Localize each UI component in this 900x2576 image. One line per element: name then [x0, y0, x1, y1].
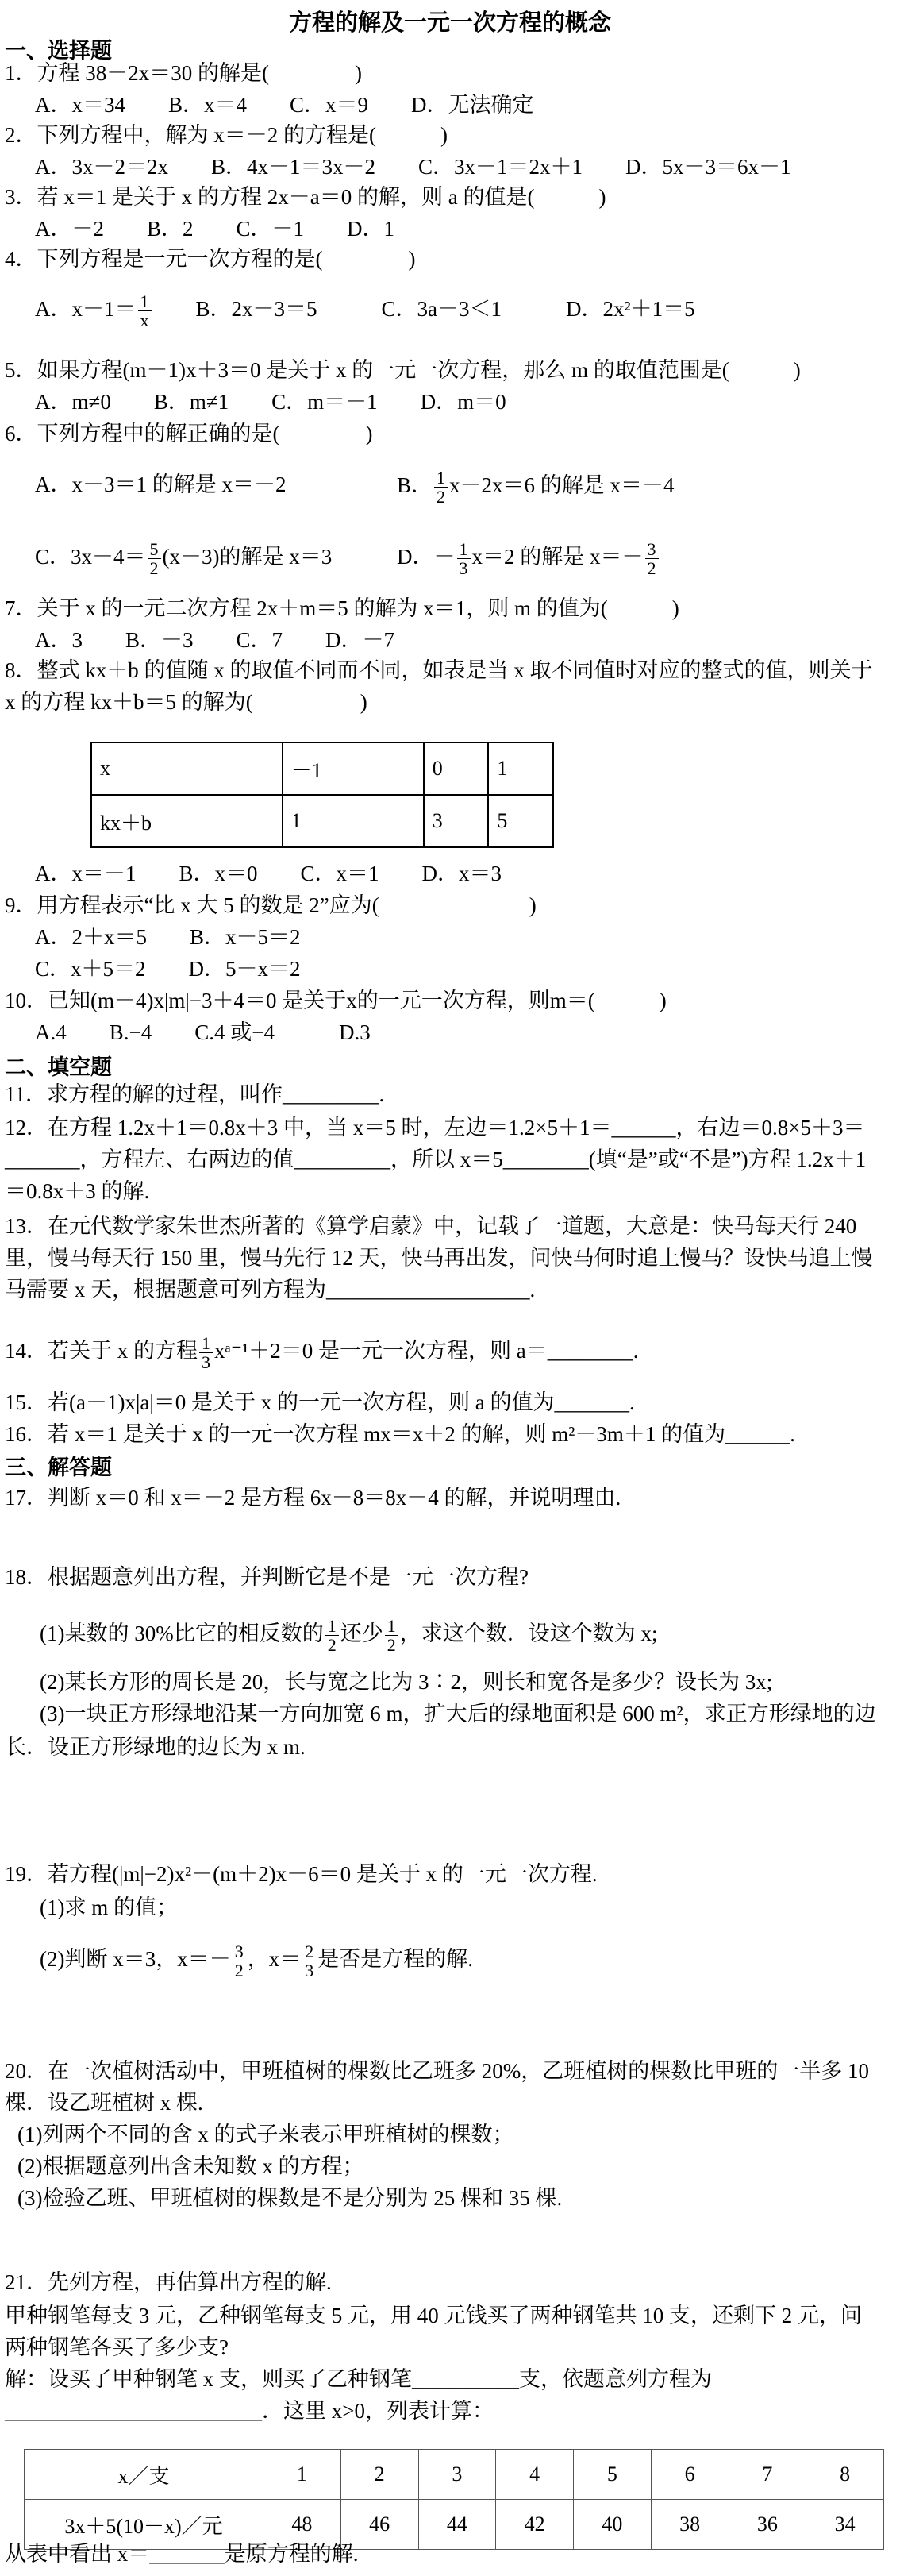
q4-options-rest: B．2x－3＝5 C．3a－3＜1 D．2x²＋1＝5	[195, 296, 695, 321]
q10-options: A.4 B.−4 C.4 或−4 D.3	[35, 1020, 371, 1044]
q18: 18．根据题意列出方程，并判断它是不是一元一次方程?	[5, 1565, 529, 1589]
table-cell: 7	[729, 2450, 806, 2500]
q9: 9．用方程表示“比 x 大 5 的数是 2”应为( )	[5, 893, 537, 917]
q19-part1: (1)求 m 的值；	[40, 1895, 178, 1919]
q21: 21．先列方程，再估算出方程的解.	[5, 2270, 332, 2294]
section-choice: 一、选择题	[5, 39, 112, 63]
q12-line2: _______，方程左、右两边的值_________，所以 x＝5________(填“是”或“不是”)方程 1.2x＋1	[5, 1147, 867, 1171]
section-fill: 二、填空题	[5, 1055, 112, 1079]
q21-line2: 两种钢笔各买了多少支?	[5, 2335, 229, 2359]
table-cell: 38	[651, 2500, 729, 2550]
q21-conclusion: 从表中看出 x＝_______是原方程的解.	[5, 2542, 359, 2566]
q21-line3: 解：设买了甲种钢笔 x 支，则买了乙种钢笔__________支，依题意列方程为	[5, 2367, 712, 2391]
table-cell: 48	[263, 2500, 341, 2550]
table-cell: 3x＋5(10－x)／元	[25, 2500, 263, 2550]
q6-option-d: D．－ $\frac{1}{3}$ x＝2 的解是 x＝－ $\frac{3}{2}$	[397, 540, 660, 577]
q6-option-b: B． $\frac{1}{2}$ x－2x＝6 的解是 x＝－4	[397, 468, 675, 507]
q6: 6．下列方程中的解正确的是( )	[5, 422, 373, 445]
q18-part3-line1: (3)一块正方形绿地沿某一方向加宽 6 m，扩大后的绿地面积是 600 m²，求正方形绿地的边	[40, 1702, 876, 1726]
table-cell: 34	[806, 2500, 884, 2550]
table-cell: 1	[283, 795, 424, 847]
q21-table	[24, 2449, 884, 2550]
table-row	[91, 795, 553, 847]
q12-line1: 12．在方程 1.2x＋1＝0.8x＋3 中，当 x＝5 时，左边＝1.2×5＋1＝______，右边＝0.8×5＋3＝	[5, 1116, 865, 1140]
table-cell: 3	[418, 2450, 496, 2500]
table-cell: kx＋b	[91, 795, 283, 847]
q14: 14．若关于 x 的方程 $\frac{1}{3}$ xᵃ⁻¹＋2＝0 是一元一次方程，则 a＝________.	[5, 1333, 639, 1373]
q3-options: A．－2 B．2 C．－1 D．1	[35, 217, 395, 241]
q6-option-a: A．x－3＝1 的解是 x＝－2	[35, 472, 287, 496]
q13-line3: 马需要 x 天，根据题意可列方程为___________________.	[5, 1278, 536, 1301]
table-cell: 36	[729, 2500, 806, 2550]
q12-line3: ＝0.8x＋3 的解.	[5, 1179, 150, 1203]
q5: 5．如果方程(m－1)x＋3＝0 是关于 x 的一元一次方程，那么 m 的取值范围是( )	[5, 358, 801, 382]
q16: 16．若 x＝1 是关于 x 的一元一次方程 mx＝x＋2 的解，则 m²－3m＋1 的值为______.	[5, 1422, 795, 1446]
table-cell: 40	[574, 2500, 652, 2550]
q10: 10．已知(m－4)x|m|−3＋4＝0 是关于x的一元一次方程，则m＝( )	[5, 989, 667, 1012]
q15: 15．若(a－1)x|a|＝0 是关于 x 的一元一次方程，则 a 的值为_______.	[5, 1390, 635, 1414]
table-cell: 5	[574, 2450, 652, 2500]
q20-part3: (3)检验乙班、甲班植树的棵数是不是分别为 25 棵和 35 棵.	[17, 2186, 563, 2210]
table-cell: 42	[496, 2500, 574, 2550]
q20-line1: 20．在一次植树活动中，甲班植树的棵数比乙班多 20%，乙班植树的棵数比甲班的一半多 10	[5, 2059, 869, 2083]
q20-part1: (1)列两个不同的含 x 的式子来表示甲班植树的棵数；	[17, 2123, 514, 2146]
table-cell: －1	[283, 742, 424, 795]
q13-line1: 13．在元代数学家朱世杰所著的《算学启蒙》中，记载了一道题，大意是：快马每天行 240	[5, 1214, 857, 1238]
table-cell: x	[91, 742, 283, 795]
q8-options: A．x＝－1 B．x＝0 C．x＝1 D．x＝3	[35, 862, 502, 885]
q18-part3-line2: 长．设正方形绿地的边长为 x m.	[5, 1735, 306, 1759]
q13-line2: 里，慢马每天行 150 里，慢马先行 12 天，快马再出发，问快马何时追上慢马？设快马追上慢	[5, 1246, 873, 1270]
q17: 17．判断 x＝0 和 x＝－2 是方程 6x－8＝8x－4 的解，并说明理由.	[5, 1486, 621, 1510]
table-cell: 6	[651, 2450, 729, 2500]
table-cell: 44	[418, 2500, 496, 2550]
table-cell: 2	[340, 2450, 418, 2500]
table-cell: x／支	[25, 2450, 263, 2500]
q8-table	[90, 742, 554, 848]
table-row	[25, 2450, 884, 2500]
q4-option-a: A．x－1＝	[35, 296, 137, 321]
q6-option-c: C．3x－4＝ $\frac{5}{2}$ (x－3)的解是 x＝3	[35, 539, 333, 579]
q7: 7．关于 x 的一元二次方程 2x＋m＝5 的解为 x＝1，则 m 的值为( )	[5, 596, 679, 620]
table-cell: 0	[424, 742, 489, 795]
q20-part2: (2)根据题意列出含未知数 x 的方程；	[17, 2154, 364, 2178]
q19: 19．若方程(|m|−2)x²－(m＋2)x－6＝0 是关于 x 的一元一次方程.	[5, 1862, 598, 1886]
table-cell: 5	[488, 795, 553, 847]
q3: 3．若 x＝1 是关于 x 的方程 2x－a＝0 的解，则 a 的值是( )	[5, 185, 606, 209]
table-cell: 3	[424, 795, 489, 847]
table-cell: 1	[263, 2450, 341, 2500]
q9-options-1: A．2＋x＝5 B．x－5＝2	[35, 925, 301, 949]
table-cell: 4	[496, 2450, 574, 2500]
q4: 4．下列方程是一元一次方程的是( )	[5, 247, 416, 271]
q18-part2: (2)某长方形的周长是 20，长与宽之比为 3∶2，则长和宽各是多少？设长为 3x;	[40, 1670, 773, 1694]
q2: 2．下列方程中，解为 x＝－2 的方程是( )	[5, 123, 448, 147]
q20-line2: 棵．设乙班植树 x 棵.	[5, 2091, 203, 2115]
table-cell: 8	[806, 2450, 884, 2500]
q21-line4: ________________________．这里 x>0，列表计算：	[5, 2399, 494, 2423]
q19-part2: (2)判断 x＝3，x＝－ $\frac{3}{2}$ ，x＝ $\frac{2}{3}$ 是否是方程的解.	[40, 1942, 473, 1981]
q8-line2: x 的方程 kx＋b＝5 的解为( )	[5, 690, 367, 714]
q8-line1: 8．整式 kx＋b 的值随 x 的取值不同而不同，如表是当 x 取不同值时对应的整式的值，则关于	[5, 658, 873, 682]
q11: 11．求方程的解的过程，叫作_________.	[5, 1082, 385, 1106]
fraction: $\frac{1}{x}$	[138, 292, 152, 330]
q2-options: A．3x－2＝2x B．4x－1＝3x－2 C．3x－1＝2x＋1 D．5x－3＝6x－1	[35, 155, 791, 179]
q21-line1: 甲种钢笔每支 3 元，乙种钢笔每支 5 元，用 40 元钱买了两种钢笔共 10 支，还剩下 2 元，问	[5, 2304, 862, 2327]
q18-part1: (1)某数的 30%比它的相反数的 $\frac{1}{2}$ 还少 $\frac{1}{2}$ ，求这个数．设这个数为 x;	[40, 1616, 658, 1656]
table-row	[91, 742, 553, 795]
q4-options	[35, 292, 695, 330]
q1: 1．方程 38－2x＝30 的解是( )	[5, 61, 362, 85]
table-cell: 46	[340, 2500, 418, 2550]
q9-options-2: C．x＋5＝2 D．5－x＝2	[35, 957, 301, 981]
section-answer: 三、解答题	[5, 1456, 112, 1479]
q7-options: A．3 B．－3 C．7 D．－7	[35, 628, 395, 652]
q5-options: A．m≠0 B．m≠1 C．m＝－1 D．m＝0	[35, 390, 506, 414]
q1-options: A．x＝34 B．x＝4 C．x＝9 D．无法确定	[35, 93, 534, 117]
table-cell: 1	[488, 742, 553, 795]
page-title: 方程的解及一元一次方程的概念	[288, 10, 611, 36]
